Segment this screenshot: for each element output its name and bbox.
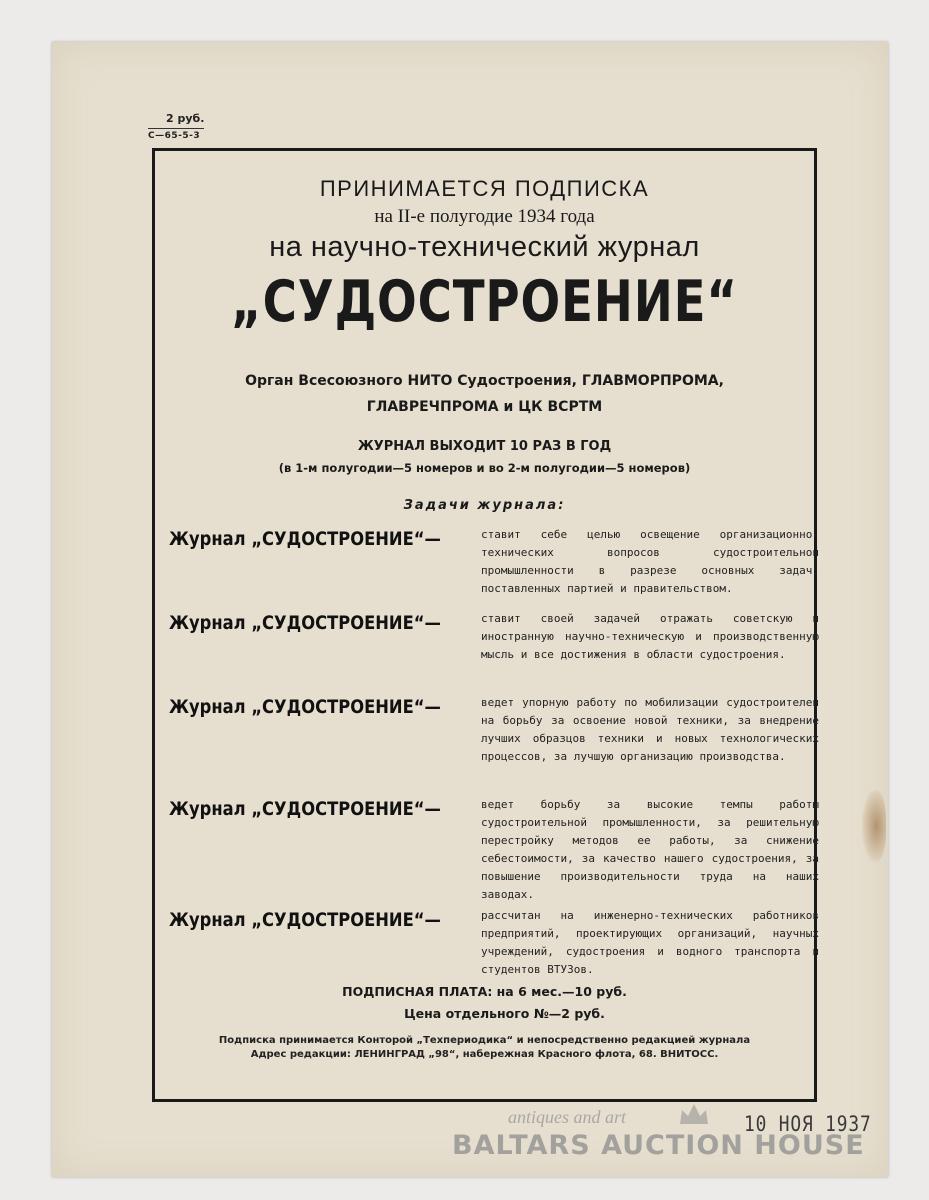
tasks-heading: Задачи журнала:: [403, 498, 566, 513]
task-text: рассчитан на инженерно-технических работников предприятий, проектирующих организаций, научных учреждений, судостроения и водного транспорта и студентов ВТУЗов.: [481, 909, 819, 976]
organ-line-2: ГЛАВРЕЧПРОМА и ЦК ВСРТМ: [366, 399, 603, 415]
subscription-period: на II-е полугодие 1934 года: [374, 206, 595, 227]
journal-type: на научно-технический журнал: [269, 231, 700, 263]
frequency-line-1: ЖУРНАЛ ВЫХОДИТ 10 РАЗ В ГОД: [357, 439, 612, 454]
organ-line-1: Орган Всесоюзного НИТО Судостроения, ГЛАВМОРПРОМА,: [245, 373, 724, 389]
task-text: ставит своей задачей отражать советскую и иностранную научно-техническую и производственную мысль и все достижения в области судостроения.: [481, 612, 819, 661]
watermark-brand: BALTARS AUCTION HOUSE: [452, 1130, 865, 1161]
subscription-heading: ПРИНИМАЕТСЯ ПОДПИСКА: [319, 176, 650, 201]
price-label: [148, 112, 204, 141]
task-text: ставит себе целью освещение организационно-технических вопросов судостроительной промышленности в разрезе основных задач, поставленных партией и правительством.: [481, 528, 819, 595]
price-amount: 2 руб.: [166, 112, 205, 125]
stain: [862, 790, 886, 862]
task-label: Журнал „СУДОСТРОЕНИЕ“—: [169, 612, 441, 634]
crown-icon: [676, 1100, 712, 1128]
task-label: Журнал „СУДОСТРОЕНИЕ“—: [169, 696, 441, 718]
subscription-note: Подписка принимается Конторой „Техпериодика“ и непосредственно редакцией журнала: [218, 1035, 751, 1046]
watermark-tagline: antiques and art: [508, 1107, 627, 1127]
frequency-line-2: (в 1-м полугодии—5 номеров и во 2-м полугодии—5 номеров): [278, 461, 691, 475]
catalog-code: С—65-5-3: [148, 128, 204, 141]
task-label: Журнал „СУДОСТРОЕНИЕ“—: [169, 798, 441, 820]
journal-title: „СУДОСТРОЕНИЕ“: [231, 269, 738, 335]
date-stamp: 10 НОЯ 1937: [744, 1112, 872, 1136]
subscription-fee: ПОДПИСНАЯ ПЛАТА: на 6 мес.—10 руб.: [342, 984, 627, 999]
editorial-address: Адрес редакции: ЛЕНИНГРАД „98“, набережная Красного флота, 68. ВНИТОСС.: [250, 1049, 719, 1060]
advertisement-frame: [152, 148, 817, 1102]
task-label: Журнал „СУДОСТРОЕНИЕ“—: [169, 528, 441, 550]
task-text: ведет борьбу за высокие темпы работы судостроительной промышленности, за решительную перестройку методов ее работы, за снижение себестоимости, за качество нашего судостроения, за повышение производительности труда на наших заводах.: [481, 798, 819, 901]
task-text: ведет упорную работу по мобилизации судостроителей на борьбу за освоение новой техники, за внедрение лучших образцов техники и новых технологических процессов, за лучшую организацию производства.: [481, 696, 819, 763]
single-issue-price: Цена отдельного №—2 руб.: [404, 1006, 605, 1021]
task-label: Журнал „СУДОСТРОЕНИЕ“—: [169, 909, 441, 931]
